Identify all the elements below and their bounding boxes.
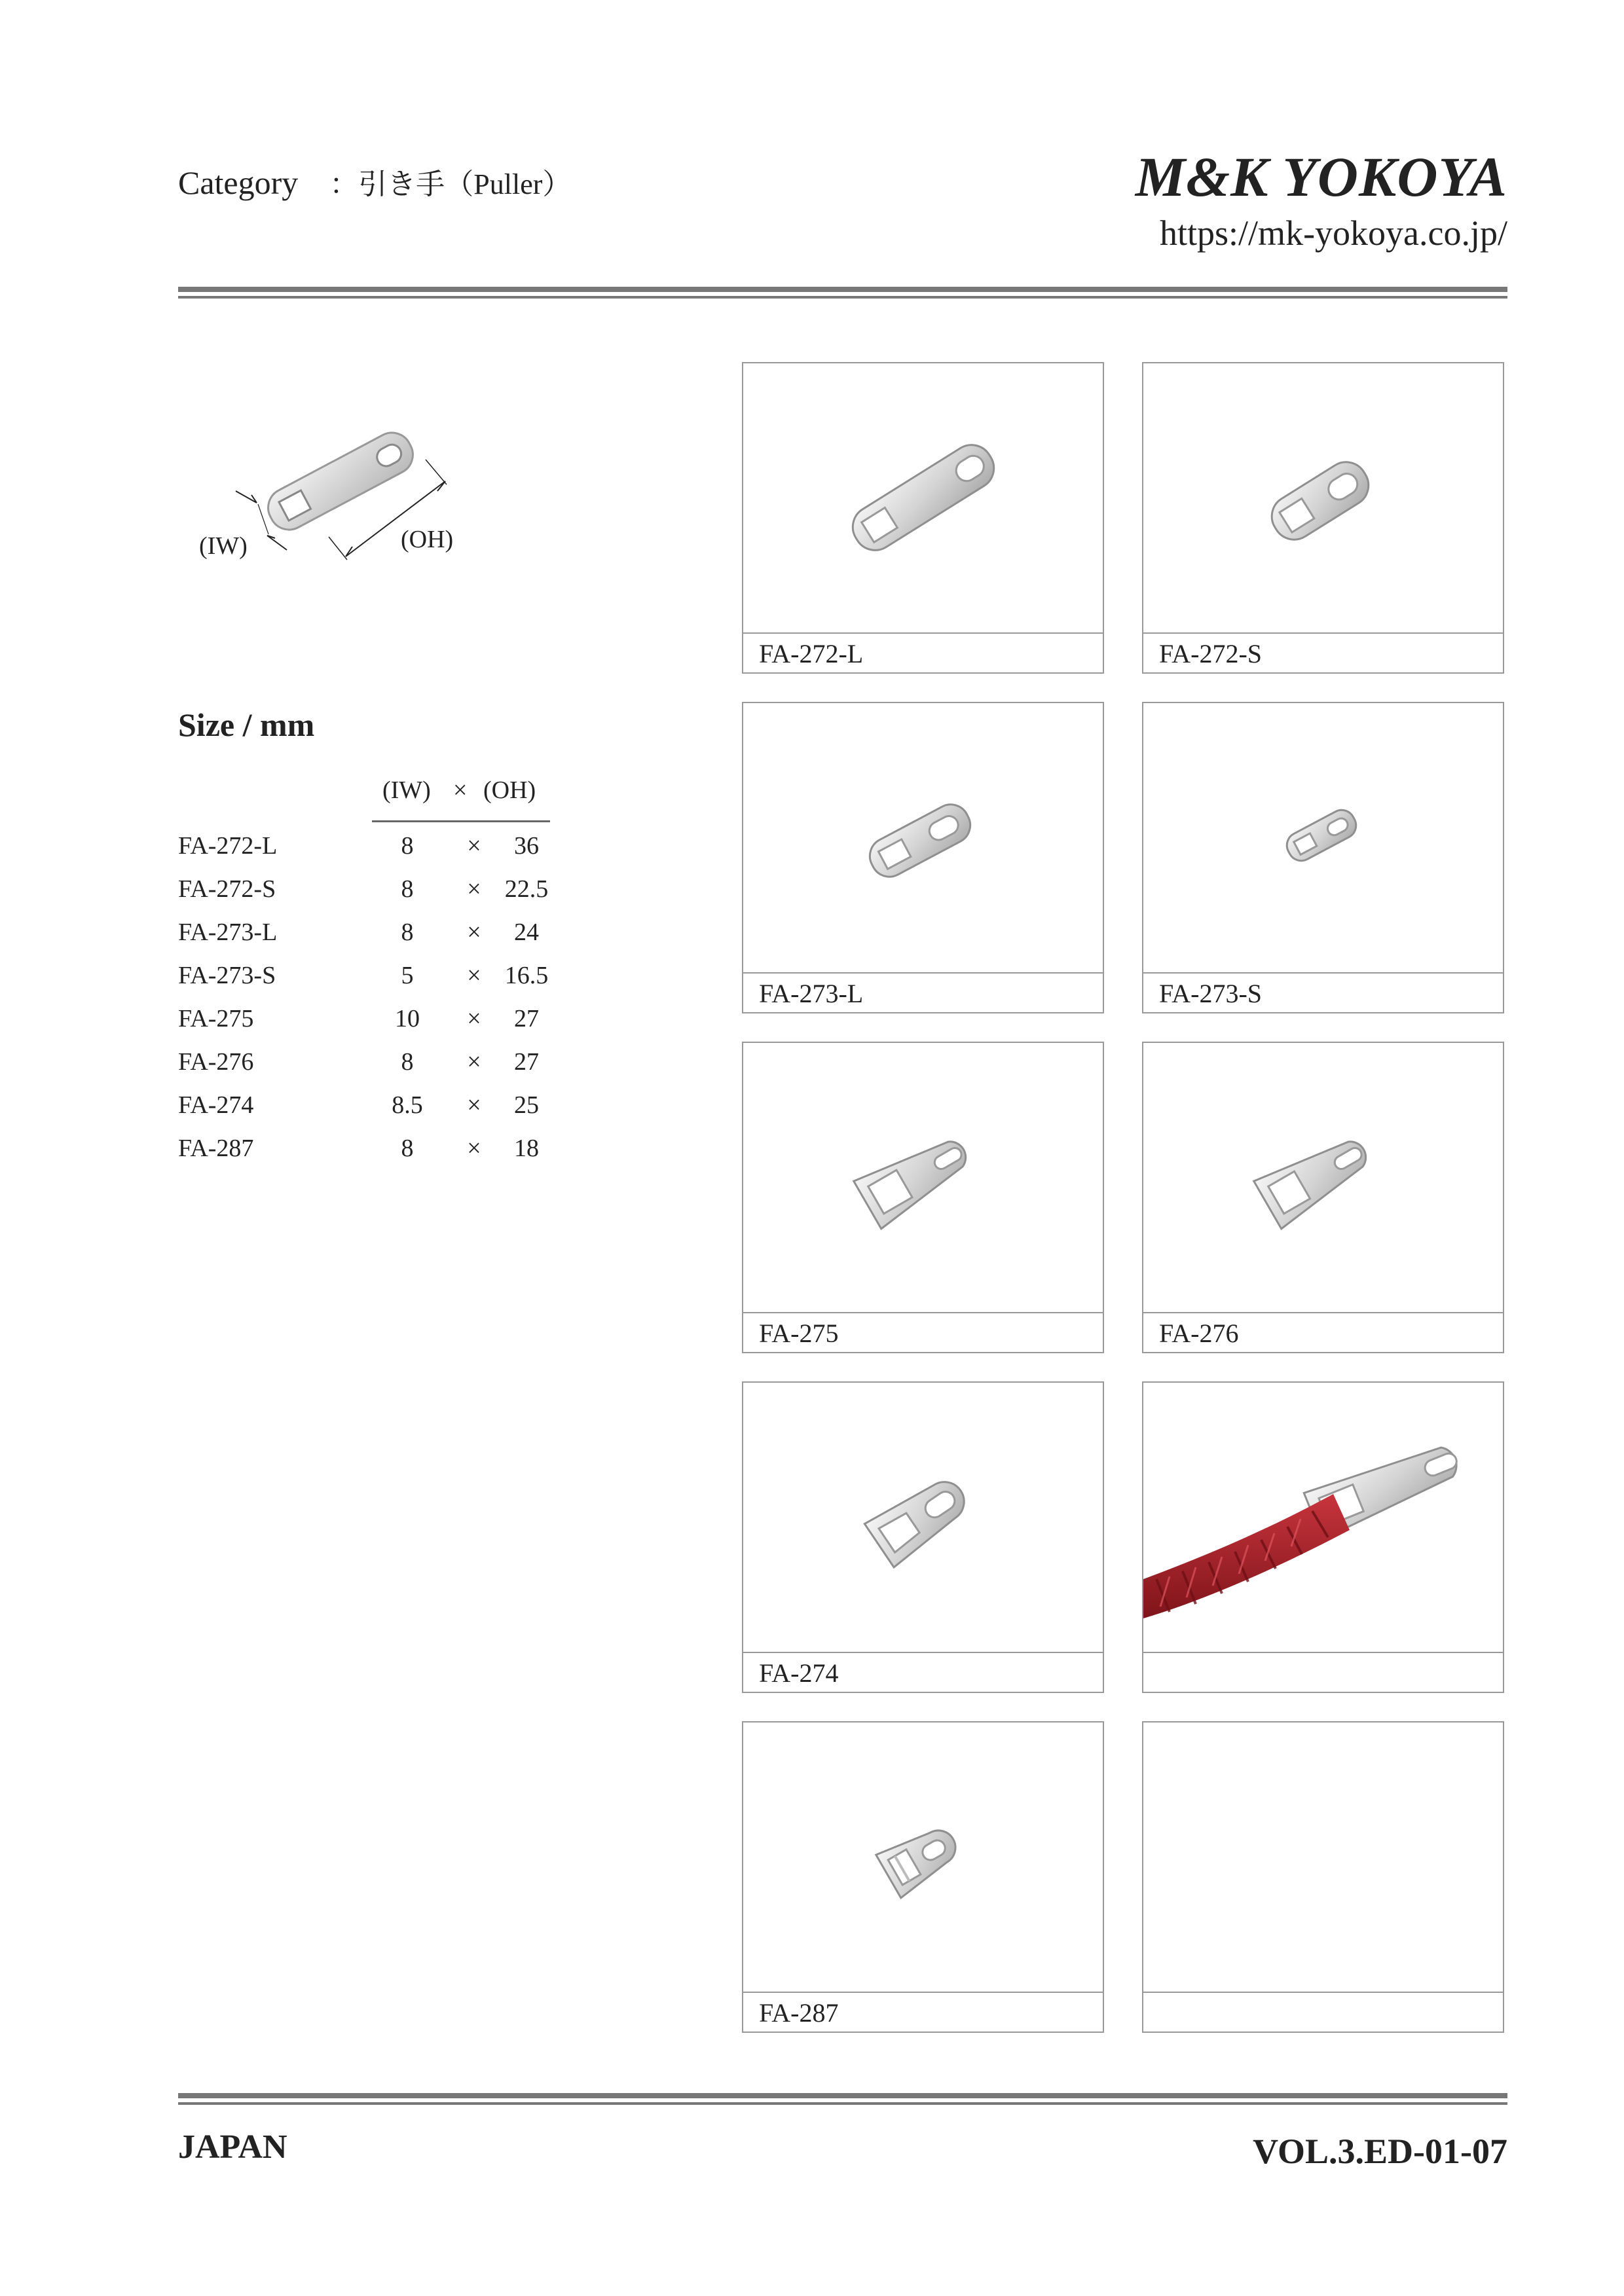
row-times: × — [467, 919, 481, 946]
table-row — [178, 831, 558, 875]
row-iw: 8 — [401, 1048, 414, 1076]
row-oh: 25 — [514, 1091, 539, 1119]
row-code: FA-274 — [178, 1091, 254, 1119]
row-oh: 16.5 — [504, 962, 549, 989]
row-iw: 8.5 — [392, 1091, 423, 1119]
product-card-empty — [1142, 1721, 1504, 2033]
category-label: Category — [178, 164, 299, 201]
website-url[interactable]: https://mk-yokoya.co.jp/ — [1160, 213, 1507, 253]
puller-with-red-braided-cord-photo — [1143, 1383, 1503, 1652]
table-row — [178, 918, 558, 961]
row-code: FA-276 — [178, 1048, 254, 1076]
product-card-fa-287[interactable] — [742, 1721, 1104, 2033]
header-rule-thick — [178, 287, 1507, 292]
row-code: FA-272-S — [178, 875, 276, 903]
puller-tapered-photo — [1143, 1043, 1503, 1312]
table-row — [178, 1134, 558, 1177]
puller-rounded-photo — [743, 703, 1103, 972]
col-oh-header: (OH) — [483, 776, 536, 804]
diagram-oh-label: (OH) — [401, 526, 454, 553]
row-times: × — [467, 1135, 481, 1162]
row-iw: 8 — [401, 919, 414, 946]
row-times: × — [467, 1048, 481, 1076]
col-times-header: × — [453, 776, 468, 804]
product-card-cord-example[interactable] — [1142, 1381, 1504, 1693]
row-oh: 22.5 — [504, 875, 549, 903]
product-card-fa-272-s[interactable] — [1142, 362, 1504, 674]
product-card-fa-272-l[interactable] — [742, 362, 1104, 674]
row-oh: 36 — [514, 832, 539, 860]
row-code: FA-275 — [178, 1005, 254, 1032]
size-title: Size / mm — [178, 706, 315, 743]
table-row — [178, 1004, 558, 1048]
product-caption: FA-274 — [743, 1652, 1103, 1692]
product-caption: FA-275 — [743, 1312, 1103, 1352]
row-oh: 24 — [514, 919, 539, 946]
product-caption: FA-272-S — [1143, 632, 1503, 672]
row-code: FA-287 — [178, 1135, 254, 1162]
product-card-fa-274[interactable] — [742, 1381, 1104, 1693]
row-oh: 27 — [514, 1005, 539, 1032]
row-oh: 18 — [514, 1135, 539, 1162]
table-row — [178, 1091, 558, 1134]
puller-compact-photo — [743, 1722, 1103, 1992]
row-iw: 8 — [401, 875, 414, 903]
row-iw: 8 — [401, 1135, 414, 1162]
dimension-diagram — [190, 419, 498, 583]
row-code: FA-273-S — [178, 962, 276, 989]
puller-long-photo — [743, 363, 1103, 632]
size-table-underline — [372, 820, 550, 822]
puller-short-photo — [1143, 363, 1503, 632]
diagram-iw-label: (IW) — [199, 532, 248, 560]
footer-rule-thin — [178, 2102, 1507, 2105]
row-times: × — [467, 1005, 481, 1032]
row-iw: 5 — [401, 962, 414, 989]
table-row — [178, 875, 558, 918]
row-iw: 10 — [395, 1005, 420, 1032]
row-iw: 8 — [401, 832, 414, 860]
table-row — [178, 961, 558, 1004]
row-code: FA-272-L — [178, 832, 278, 860]
product-card-fa-275[interactable] — [742, 1042, 1104, 1353]
table-row — [178, 1048, 558, 1091]
product-caption: FA-287 — [743, 1992, 1103, 2032]
row-times: × — [467, 1091, 481, 1119]
product-caption: FA-272-L — [743, 632, 1103, 672]
product-card-fa-273-l[interactable] — [742, 702, 1104, 1013]
product-card-fa-273-s[interactable] — [1142, 702, 1504, 1013]
product-caption: FA-273-L — [743, 972, 1103, 1012]
puller-small-photo — [1143, 703, 1503, 972]
row-code: FA-273-L — [178, 919, 278, 946]
empty-photo-slot — [1143, 1722, 1503, 1992]
header-rule-thin — [178, 296, 1507, 299]
footer-volume: VOL.3.ED-01-07 — [1253, 2132, 1507, 2171]
brand-logo: M&K YOKOYA — [1135, 145, 1507, 208]
product-caption — [1143, 1992, 1503, 2032]
footer-rule-thick — [178, 2093, 1507, 2098]
footer-country: JAPAN — [178, 2128, 287, 2166]
row-oh: 27 — [514, 1048, 539, 1076]
row-times: × — [467, 875, 481, 903]
product-caption — [1143, 1652, 1503, 1692]
row-times: × — [467, 832, 481, 860]
puller-tapered-photo — [743, 1043, 1103, 1312]
product-caption: FA-273-S — [1143, 972, 1503, 1012]
category-value: ：引き手（Puller） — [329, 168, 572, 200]
product-caption: FA-276 — [1143, 1312, 1503, 1352]
category-line — [178, 160, 571, 202]
product-card-fa-276[interactable] — [1142, 1042, 1504, 1353]
col-iw-header: (IW) — [382, 776, 431, 804]
row-times: × — [467, 962, 481, 989]
puller-slanted-photo — [743, 1383, 1103, 1652]
